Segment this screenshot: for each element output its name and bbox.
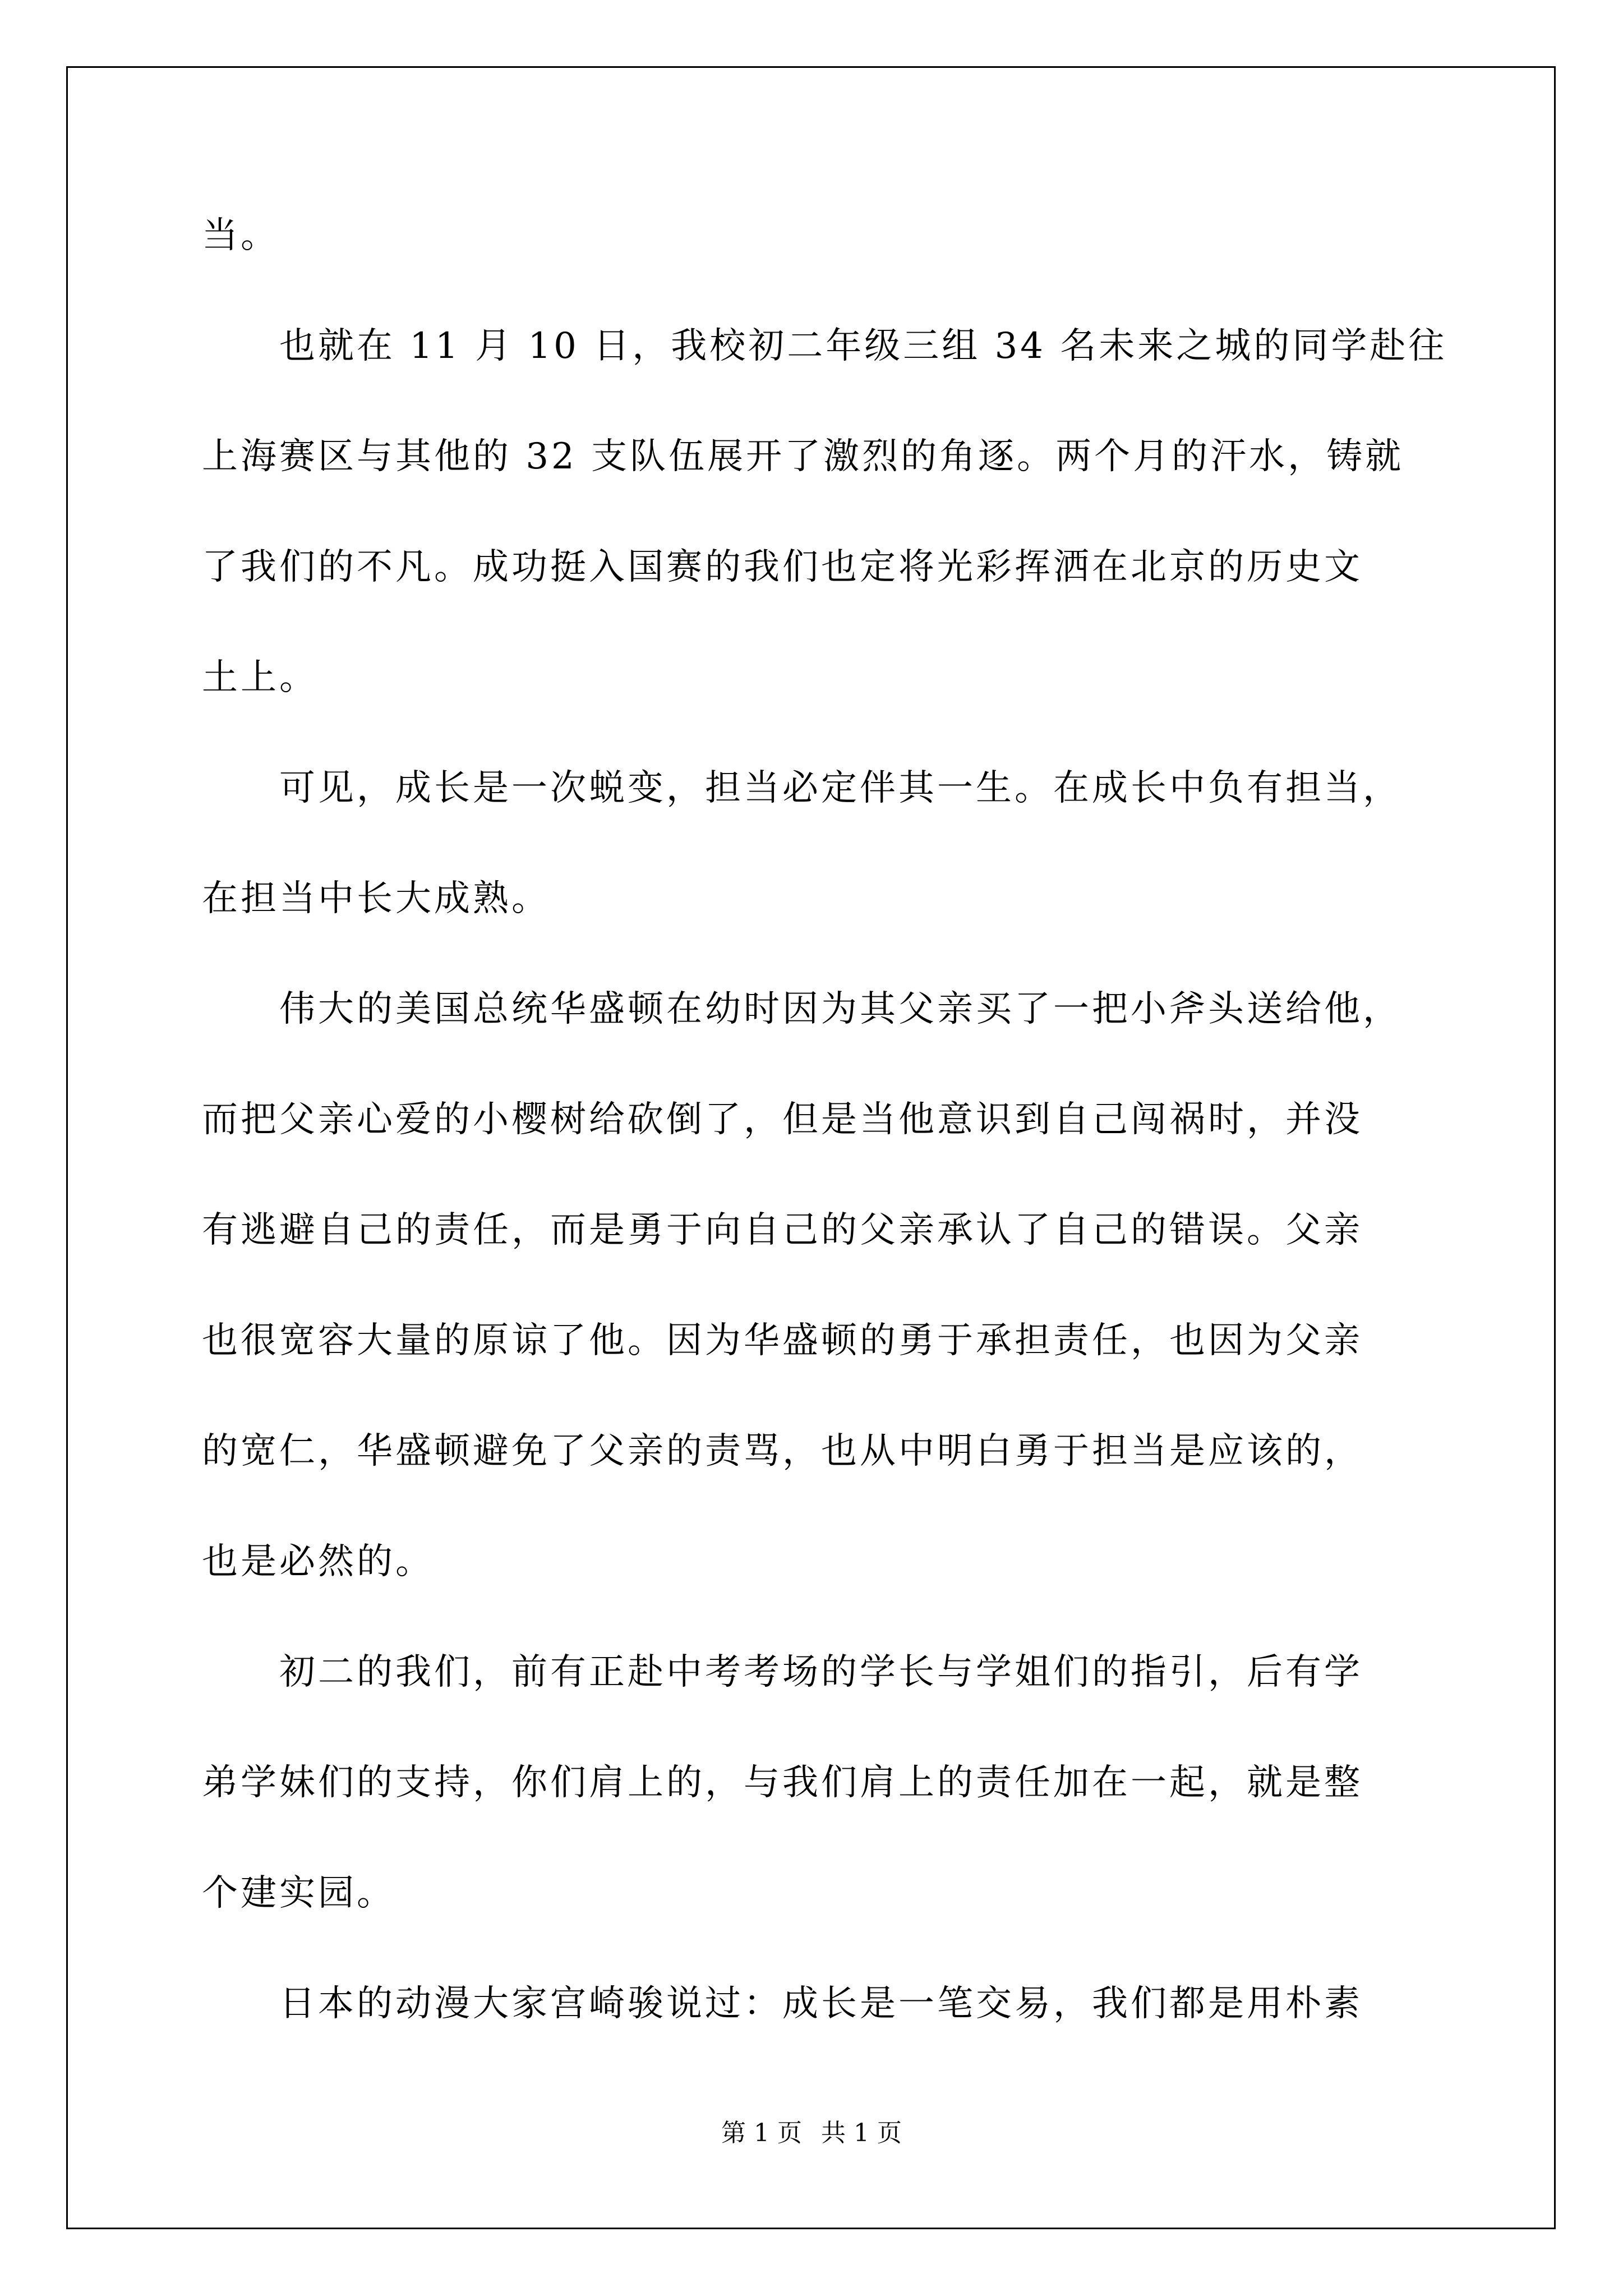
text-line: 伟大的美国总统华盛顿在幼时因为其父亲买了一把小斧头送给他， — [202, 988, 1401, 1030]
text-line: 了我们的不凡。成功挺入国赛的我们也定将光彩挥洒在北京的历史文 — [202, 546, 1363, 588]
page-total: 共 1 页 — [821, 2119, 902, 2147]
text-line: 的宽仁，华盛顿避免了父亲的责骂，也从中明白勇于担当是应该的， — [202, 1430, 1363, 1472]
text-line: 也就在 11 月 10 日，我校初二年级三组 34 名未来之城的同学赴往 — [202, 325, 1447, 367]
page-footer — [0, 2118, 1623, 2149]
text-line: 日本的动漫大家宫崎骏说过：成长是一笔交易，我们都是用朴素 — [202, 1983, 1363, 2024]
text-line: 而把父亲心爱的小樱树给砍倒了，但是当他意识到自己闯祸时，并没 — [202, 1099, 1363, 1140]
page-number: 第 1 页 — [721, 2119, 802, 2147]
text-line: 初二的我们，前有正赴中考考场的学长与学姐们的指引，后有学 — [202, 1651, 1363, 1693]
text-line: 个建实园。 — [202, 1872, 395, 1914]
text-line: 弟学妹们的支持，你们肩上的，与我们肩上的责任加在一起，就是整 — [202, 1762, 1363, 1803]
text-line: 土上。 — [202, 657, 318, 698]
text-line: 有逃避自己的责任，而是勇于向自己的父亲承认了自己的错误。父亲 — [202, 1209, 1363, 1251]
text-line: 也很宽容大量的原谅了他。因为华盛顿的勇于承担责任，也因为父亲 — [202, 1320, 1363, 1361]
text-line: 上海赛区与其他的 32 支队伍展开了激烈的角逐。两个月的汗水，铸就 — [202, 436, 1404, 477]
text-line: 也是必然的。 — [202, 1541, 434, 1582]
text-line: 在担当中长大成熟。 — [202, 878, 550, 919]
text-line: 当。 — [202, 215, 279, 256]
text-line: 可见，成长是一次蜕变，担当必定伴其一生。在成长中负有担当， — [202, 767, 1401, 809]
